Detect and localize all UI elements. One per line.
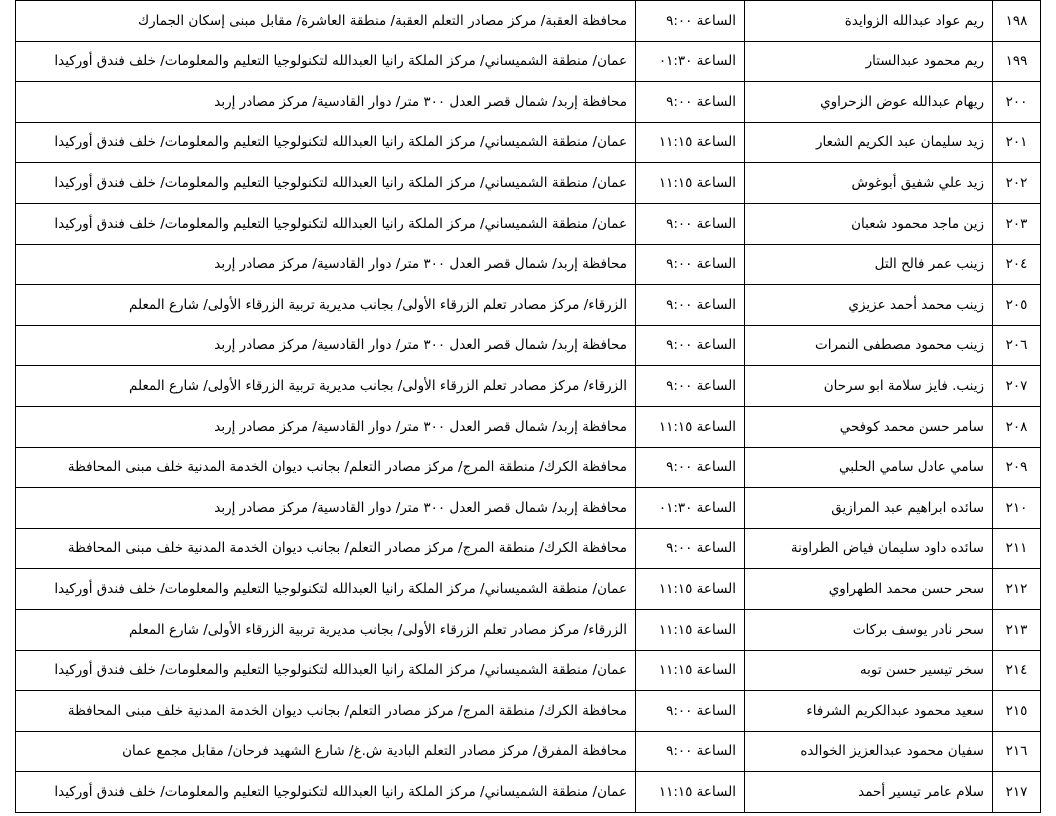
row-time: الساعة ٩:٠٠ <box>636 325 745 366</box>
row-number: ٢٠١ <box>993 122 1041 163</box>
table-row <box>16 528 1041 569</box>
row-number: ٢١٥ <box>993 691 1041 732</box>
row-number: ٢٠٦ <box>993 325 1041 366</box>
row-location: الزرقاء/ مركز مصادر تعلم الزرقاء الأولى/ بجانب مديرية تربية الزرقاء الأولى/ شارع المعلم <box>16 609 636 650</box>
table-row <box>16 82 1041 123</box>
row-name: سفيان محمود عبدالعزيز الخوالده <box>745 731 993 772</box>
row-name: سحر حسن محمد الطهراوي <box>745 569 993 610</box>
row-name: زينب. فايز سلامة ابو سرحان <box>745 366 993 407</box>
row-time: الساعة ٩:٠٠ <box>636 366 745 407</box>
table-row <box>16 285 1041 326</box>
row-location: عمان/ منطقة الشميساني/ مركز الملكة رانيا العبدالله لتكنولوجيا التعليم والمعلومات/ خلف فندق أوركيدا <box>16 163 636 204</box>
row-time: الساعة ٩:٠٠ <box>636 285 745 326</box>
row-name: سامر حسن محمد كوفحي <box>745 406 993 447</box>
row-time: الساعة ١١:١٥ <box>636 650 745 691</box>
schedule-rows <box>16 1 1041 813</box>
table-row <box>16 609 1041 650</box>
row-location: محافظة الكرك/ منطقة المرج/ مركز مصادر التعلم/ بجانب ديوان الخدمة المدنية خلف مبنى المحافظة <box>16 528 636 569</box>
row-name: سخر تيسير حسن توبه <box>745 650 993 691</box>
row-location: محافظة إربد/ شمال قصر العدل ٣٠٠ متر/ دوار القادسية/ مركز مصادر إربد <box>16 82 636 123</box>
table-row <box>16 1 1041 42</box>
row-location: محافظة المفرق/ مركز مصادر التعلم البادية ش.غ/ شارع الشهيد فرحان/ مقابل مجمع عمان <box>16 731 636 772</box>
row-number: ٢١٣ <box>993 609 1041 650</box>
row-number: ٢١١ <box>993 528 1041 569</box>
row-location: عمان/ منطقة الشميساني/ مركز الملكة رانيا العبدالله لتكنولوجيا التعليم والمعلومات/ خلف فندق أوركيدا <box>16 122 636 163</box>
table-row <box>16 731 1041 772</box>
row-location: عمان/ منطقة الشميساني/ مركز الملكة رانيا العبدالله لتكنولوجيا التعليم والمعلومات/ خلف فندق أوركيدا <box>16 41 636 82</box>
row-location: محافظة إربد/ شمال قصر العدل ٣٠٠ متر/ دوار القادسية/ مركز مصادر إربد <box>16 488 636 529</box>
row-time: الساعة ٩:٠٠ <box>636 244 745 285</box>
row-time: الساعة ٠١:٣٠ <box>636 488 745 529</box>
row-name: زينب عمر فالح التل <box>745 244 993 285</box>
row-name: سائده داود سليمان فياض الطراونة <box>745 528 993 569</box>
row-time: الساعة ١١:١٥ <box>636 569 745 610</box>
table-row <box>16 41 1041 82</box>
table-row <box>16 163 1041 204</box>
row-time: الساعة ١١:١٥ <box>636 772 745 813</box>
table-row <box>16 650 1041 691</box>
row-number: ٢١٧ <box>993 772 1041 813</box>
table-row <box>16 406 1041 447</box>
row-number: ٢٠٩ <box>993 447 1041 488</box>
table-row <box>16 691 1041 732</box>
row-name: ريم محمود عبدالستار <box>745 41 993 82</box>
row-name: زيد علي شفيق أبوغوش <box>745 163 993 204</box>
row-name: ريم عواد عبدالله الزوايدة <box>745 1 993 42</box>
row-location: محافظة الكرك/ منطقة المرج/ مركز مصادر التعلم/ بجانب ديوان الخدمة المدنية خلف مبنى المحافظة <box>16 691 636 732</box>
row-time: الساعة ٩:٠٠ <box>636 731 745 772</box>
row-time: الساعة ١١:١٥ <box>636 122 745 163</box>
row-number: ٢٠٧ <box>993 366 1041 407</box>
row-time: الساعة ٩:٠٠ <box>636 203 745 244</box>
row-name: سائده ابراهيم عبد المرازيق <box>745 488 993 529</box>
row-number: ٢١٦ <box>993 731 1041 772</box>
row-location: محافظة العقبة/ مركز مصادر التعلم العقبة/ منطقة العاشرة/ مقابل مبنى إسكان الجمارك <box>16 1 636 42</box>
row-number: ٢١٤ <box>993 650 1041 691</box>
table-row <box>16 203 1041 244</box>
table-row <box>16 244 1041 285</box>
row-number: ٢٠٠ <box>993 82 1041 123</box>
row-time: الساعة ١١:١٥ <box>636 406 745 447</box>
row-time: الساعة ٩:٠٠ <box>636 1 745 42</box>
row-name: سعيد محمود عبدالكريم الشرفاء <box>745 691 993 732</box>
row-location: الزرقاء/ مركز مصادر تعلم الزرقاء الأولى/ بجانب مديرية تربية الزرقاء الأولى/ شارع المعلم <box>16 366 636 407</box>
row-number: ٢٠٥ <box>993 285 1041 326</box>
table-row <box>16 325 1041 366</box>
table-row <box>16 772 1041 813</box>
row-time: الساعة ١١:١٥ <box>636 163 745 204</box>
row-location: محافظة الكرك/ منطقة المرج/ مركز مصادر التعلم/ بجانب ديوان الخدمة المدنية خلف مبنى المحافظة <box>16 447 636 488</box>
row-time: الساعة ٩:٠٠ <box>636 82 745 123</box>
row-name: ريهام عبدالله عوض الزحراوي <box>745 82 993 123</box>
table-row <box>16 122 1041 163</box>
row-name: سامي عادل سامي الحلبي <box>745 447 993 488</box>
row-location: عمان/ منطقة الشميساني/ مركز الملكة رانيا العبدالله لتكنولوجيا التعليم والمعلومات/ خلف فندق أوركيدا <box>16 203 636 244</box>
row-name: زينب محمود مصطفى النمرات <box>745 325 993 366</box>
row-location: محافظة إربد/ شمال قصر العدل ٣٠٠ متر/ دوار القادسية/ مركز مصادر إربد <box>16 244 636 285</box>
row-location: محافظة إربد/ شمال قصر العدل ٣٠٠ متر/ دوار القادسية/ مركز مصادر إربد <box>16 406 636 447</box>
row-location: عمان/ منطقة الشميساني/ مركز الملكة رانيا العبدالله لتكنولوجيا التعليم والمعلومات/ خلف فندق أوركيدا <box>16 650 636 691</box>
row-name: زين ماجد محمود شعبان <box>745 203 993 244</box>
row-time: الساعة ٩:٠٠ <box>636 447 745 488</box>
row-number: ٢٠٣ <box>993 203 1041 244</box>
row-location: الزرقاء/ مركز مصادر تعلم الزرقاء الأولى/ بجانب مديرية تربية الزرقاء الأولى/ شارع المعلم <box>16 285 636 326</box>
row-location: عمان/ منطقة الشميساني/ مركز الملكة رانيا العبدالله لتكنولوجيا التعليم والمعلومات/ خلف فندق أوركيدا <box>16 569 636 610</box>
table-row <box>16 447 1041 488</box>
row-number: ٢١٠ <box>993 488 1041 529</box>
row-time: الساعة ٩:٠٠ <box>636 691 745 732</box>
row-name: سحر نادر يوسف بركات <box>745 609 993 650</box>
row-name: زينب محمد أحمد عزيزي <box>745 285 993 326</box>
table-row <box>16 569 1041 610</box>
row-number: ٢١٢ <box>993 569 1041 610</box>
row-number: ٢٠٤ <box>993 244 1041 285</box>
row-time: الساعة ٠١:٣٠ <box>636 41 745 82</box>
table-row <box>16 488 1041 529</box>
row-location: عمان/ منطقة الشميساني/ مركز الملكة رانيا العبدالله لتكنولوجيا التعليم والمعلومات/ خلف فندق أوركيدا <box>16 772 636 813</box>
table-row <box>16 366 1041 407</box>
row-name: زيد سليمان عبد الكريم الشعار <box>745 122 993 163</box>
row-number: ٢٠٨ <box>993 406 1041 447</box>
row-number: ١٩٩ <box>993 41 1041 82</box>
row-name: سلام عامر تيسير أحمد <box>745 772 993 813</box>
schedule-table <box>15 0 1041 813</box>
row-location: محافظة إربد/ شمال قصر العدل ٣٠٠ متر/ دوار القادسية/ مركز مصادر إربد <box>16 325 636 366</box>
row-time: الساعة ١١:١٥ <box>636 609 745 650</box>
row-number: ١٩٨ <box>993 1 1041 42</box>
row-time: الساعة ٩:٠٠ <box>636 528 745 569</box>
row-number: ٢٠٢ <box>993 163 1041 204</box>
